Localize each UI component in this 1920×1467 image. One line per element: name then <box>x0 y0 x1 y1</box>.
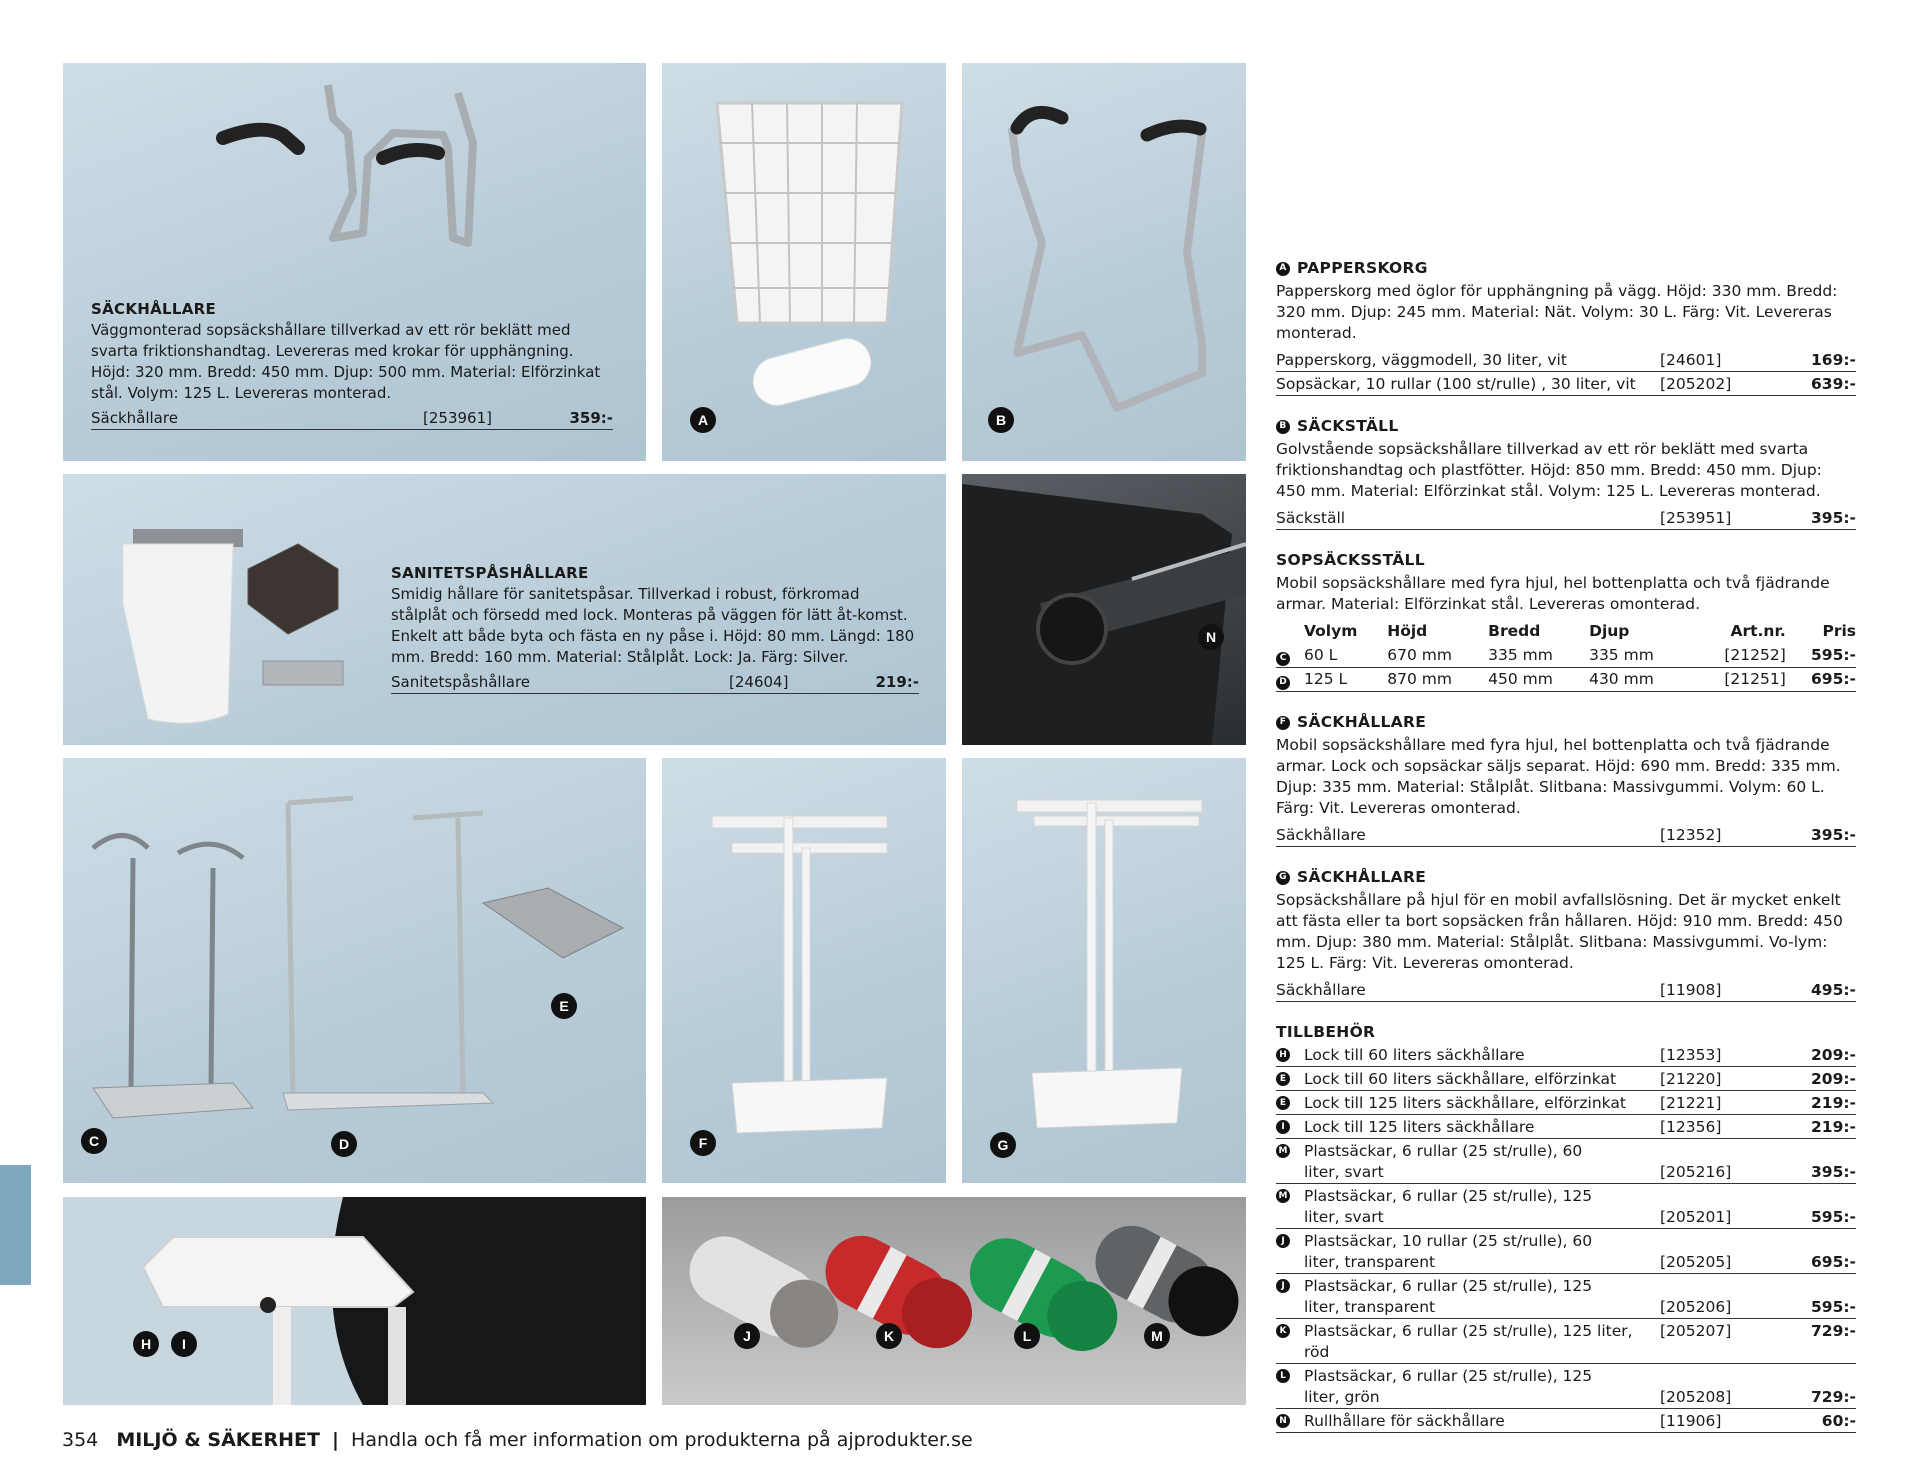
cell-djup: 335 mm <box>1589 644 1690 668</box>
product-name: Säckhållare <box>1276 981 1366 999</box>
list-item <box>1276 1043 1856 1067</box>
sackstall-title: SÄCKSTÄLL <box>1297 417 1399 435</box>
section-sackhallare-f <box>1276 712 1856 847</box>
panel-sanitet <box>63 474 946 745</box>
product-art: [205208] <box>1660 1388 1732 1406</box>
section-sopsackstall <box>1276 550 1856 692</box>
badge-n: N <box>1198 624 1224 650</box>
papperskorg-description: Papperskorg med öglor för upphängning på vägg. Höjd: 330 mm. Bredd: 320 mm. Djup: 245 mm. Material: Nät. Volym: 30 L. Färg: Vit. Levereras monterad. <box>1276 282 1838 342</box>
badge-i: I <box>171 1331 197 1357</box>
cell-artnr: [21251] <box>1690 668 1786 692</box>
product-art: [12356] <box>1660 1118 1722 1136</box>
product-art: [11906] <box>1660 1412 1722 1430</box>
letter-badge: G <box>1276 871 1290 885</box>
white-sack-holder-60-image <box>662 758 946 1183</box>
col-hojd: Höjd <box>1387 622 1428 640</box>
product-price: 729:- <box>1811 1322 1856 1340</box>
badge-d: D <box>331 1131 357 1157</box>
sanitet-product-row <box>391 672 919 694</box>
product-info-column <box>1276 258 1856 1453</box>
product-price: 209:- <box>1811 1046 1856 1064</box>
letter-badge: L <box>1276 1369 1290 1383</box>
product-name: Plastsäckar, 6 rullar (25 st/rulle), 60 liter, svart <box>1304 1142 1583 1181</box>
sackhallare-f-heading <box>1276 712 1856 733</box>
product-price: 595:- <box>1811 1298 1856 1316</box>
product-name: Lock till 125 liters säckhållare, elförzinkat <box>1304 1094 1626 1112</box>
cell-djup: 430 mm <box>1589 668 1690 692</box>
sackhallare-g-heading <box>1276 867 1856 888</box>
badge-h: H <box>133 1331 159 1357</box>
letter-badge: E <box>1276 1072 1290 1086</box>
product-name: Papperskorg, väggmodell, 30 liter, vit <box>1276 351 1567 369</box>
product-name: Säckhållare <box>1276 826 1366 844</box>
cell-hojd: 870 mm <box>1387 668 1488 692</box>
product-price: 395:- <box>1811 826 1856 844</box>
lid-image <box>63 1197 646 1405</box>
letter-badge: F <box>1276 716 1290 730</box>
list-item <box>1276 1091 1856 1115</box>
panel-plastsackar <box>662 1197 1246 1405</box>
list-item <box>1276 1229 1856 1274</box>
letter-badge: J <box>1276 1279 1290 1293</box>
product-art: [205202] <box>1660 375 1732 393</box>
table-row <box>1276 644 1856 668</box>
product-art: [253951] <box>1660 509 1732 527</box>
badge-a: A <box>690 407 716 433</box>
product-art: [21221] <box>1660 1094 1722 1112</box>
product-price: 395:- <box>1811 509 1856 527</box>
product-name: Sopsäckar, 10 rullar (100 st/rulle) , 30 liter, vit <box>1276 375 1636 393</box>
product-art: [205206] <box>1660 1298 1732 1316</box>
product-price: 395:- <box>1811 1163 1856 1181</box>
product-art: [11908] <box>1660 981 1722 999</box>
letter-badge: C <box>1276 652 1290 666</box>
bag-rolls-image <box>662 1197 1246 1405</box>
section-side-tab <box>0 1165 31 1285</box>
table-header-row <box>1276 619 1856 644</box>
product-price: 219:- <box>1811 1118 1856 1136</box>
panel-sackhallare-f <box>662 758 946 1183</box>
sopsackstall-description: Mobil sopsäckshållare med fyra hjul, hel bottenplatta och två fjädrande armar. Material: Elförzinkat stål. Levereras omonterad. <box>1276 574 1830 613</box>
wall-sackhallare-text <box>91 299 613 430</box>
product-name: Lock till 60 liters säckhållare, elförzinkat <box>1304 1070 1617 1088</box>
panel-wall-sackhallare <box>63 63 646 461</box>
product-name: Säckhållare <box>91 409 178 427</box>
list-item <box>1276 1274 1856 1319</box>
panel-papperskorg <box>662 63 946 461</box>
product-price: 359:- <box>569 409 613 427</box>
product-art: [205205] <box>1660 1253 1732 1271</box>
product-name: Plastsäckar, 10 rullar (25 st/rulle), 60 liter, transparent <box>1304 1232 1593 1271</box>
wall-sackhallare-title: SÄCKHÅLLARE <box>91 300 217 318</box>
list-item <box>1276 1184 1856 1229</box>
page-footer <box>62 1429 973 1451</box>
product-art: [24604] <box>729 673 789 691</box>
product-name: Plastsäckar, 6 rullar (25 st/rulle), 125 liter, svart <box>1304 1187 1593 1226</box>
letter-badge: E <box>1276 1096 1290 1110</box>
badge-m: M <box>1144 1323 1170 1349</box>
product-name: Plastsäckar, 6 rullar (25 st/rulle), 125 liter, transparent <box>1304 1277 1593 1316</box>
footer-link-text[interactable]: Handla och få mer information om produkterna på ajprodukter.se <box>351 1429 973 1451</box>
wall-sackhallare-description: Väggmonterad sopsäckshållare tillverkad av ett rör beklätt med svarta friktionshandtag. Levereras med krokar för upphängning. Höjd: 320 mm. Bredd: 450 mm. Djup: 500 mm. Material: Elförzinkat stål. Volym: 125 L. Levereras monterad. <box>91 321 601 402</box>
papperskorg-title: PAPPERSKORG <box>1297 259 1428 277</box>
product-price: 639:- <box>1811 375 1856 393</box>
sanitet-title: SANITETSPÅSHÅLLARE <box>391 564 589 582</box>
cell-artnr: [21252] <box>1690 644 1786 668</box>
table-row <box>1276 668 1856 692</box>
product-price: 209:- <box>1811 1070 1856 1088</box>
sackhallare-g-description: Sopsäckshållare på hjul för en mobil avfallslösning. Det är mycket enkelt att fästa eller ta bort sopsäcken från hållaren. Höjd: 910 mm. Bredd: 450 mm. Djup: 380 mm. Material: Stålplåt. Slitbana: Massivgummi. Vo-lym: 125 L. Färg: Vit. Levereras omonterad. <box>1276 891 1843 972</box>
letter-badge: B <box>1276 420 1290 434</box>
sackhallare-f-title: SÄCKHÅLLARE <box>1297 713 1427 731</box>
product-art: [24601] <box>1660 351 1722 369</box>
product-row <box>1276 978 1856 1002</box>
letter-badge: A <box>1276 262 1290 276</box>
cell-bredd: 450 mm <box>1488 668 1589 692</box>
panel-sackhallare-g <box>962 758 1246 1183</box>
tillbehor-title: TILLBEHÖR <box>1276 1023 1376 1041</box>
product-art: [12352] <box>1660 826 1722 844</box>
wall-sackhallare-product-row <box>91 408 613 430</box>
product-row <box>1276 372 1856 396</box>
product-price: 595:- <box>1811 1208 1856 1226</box>
section-sackhallare-g <box>1276 867 1856 1002</box>
product-price: 695:- <box>1811 1253 1856 1271</box>
volume-table <box>1276 619 1856 692</box>
product-name: Sanitetspåshållare <box>391 673 531 691</box>
list-item <box>1276 1115 1856 1139</box>
product-price: 729:- <box>1811 1388 1856 1406</box>
papperskorg-heading <box>1276 258 1856 279</box>
footer-separator: | <box>332 1429 339 1451</box>
badge-b: B <box>988 407 1014 433</box>
product-row <box>1276 823 1856 847</box>
product-price: 495:- <box>1811 981 1856 999</box>
section-papperskorg <box>1276 258 1856 396</box>
sopsackstall-title: SOPSÄCKSSTÄLL <box>1276 551 1425 569</box>
product-name: Säckställ <box>1276 509 1346 527</box>
product-art: [12353] <box>1660 1046 1722 1064</box>
col-bredd: Bredd <box>1488 622 1541 640</box>
sackhallare-f-description: Mobil sopsäckshållare med fyra hjul, hel bottenplatta och två fjädrande armar. Lock och sopsäckar säljs separat. Höjd: 690 mm. Bredd: 335 mm. Djup: 335 mm. Material: Stålplåt. Slitbana: Massivgummi. Volym: 60 L. Färg: Vit. Levereras omonterad. <box>1276 736 1841 817</box>
sopsackstall-heading <box>1276 550 1856 571</box>
sackstall-description: Golvstående sopsäckshållare tillverkad av ett rör beklätt med svarta friktionshandtag och plastfötter. Höjd: 850 mm. Bredd: 450 mm. Djup: 450 mm. Material: Elförzinkat stål. Volym: 125 L. Levereras monterad. <box>1276 440 1822 500</box>
white-sack-holder-125-image <box>962 758 1246 1183</box>
list-item <box>1276 1139 1856 1184</box>
badge-c: C <box>81 1128 107 1154</box>
letter-badge: I <box>1276 1120 1290 1134</box>
page-number: 354 <box>62 1429 99 1451</box>
section-tillbehor <box>1276 1022 1856 1433</box>
product-row <box>1276 348 1856 372</box>
product-price: 169:- <box>1811 351 1856 369</box>
cell-volym: 60 L <box>1304 644 1387 668</box>
cell-hojd: 670 mm <box>1387 644 1488 668</box>
badge-k: K <box>876 1323 902 1349</box>
col-artnr: Art.nr. <box>1730 622 1786 640</box>
product-art: [253961] <box>423 409 492 427</box>
sackhallare-g-title: SÄCKHÅLLARE <box>1297 868 1427 886</box>
panel-sopsackstall <box>63 758 646 1183</box>
product-name: Lock till 125 liters säckhållare <box>1304 1118 1535 1136</box>
product-row <box>1276 506 1856 530</box>
product-price: 219:- <box>1811 1094 1856 1112</box>
badge-g: G <box>990 1132 1016 1158</box>
cell-pris: 595:- <box>1786 644 1856 668</box>
badge-f: F <box>690 1130 716 1156</box>
badge-e: E <box>551 993 577 1019</box>
cell-bredd: 335 mm <box>1488 644 1589 668</box>
letter-badge: N <box>1276 1414 1290 1428</box>
letter-badge: D <box>1276 676 1290 690</box>
letter-badge: M <box>1276 1144 1290 1158</box>
sanitet-text <box>391 563 919 694</box>
tillbehor-heading <box>1276 1022 1856 1043</box>
col-pris: Pris <box>1822 622 1856 640</box>
badge-l: L <box>1014 1323 1040 1349</box>
letter-badge: K <box>1276 1324 1290 1338</box>
section-sackstall <box>1276 416 1856 530</box>
wire-basket-image <box>662 63 946 461</box>
list-item <box>1276 1364 1856 1409</box>
letter-badge: H <box>1276 1048 1290 1062</box>
list-item <box>1276 1319 1856 1364</box>
product-price: 219:- <box>875 673 919 691</box>
list-item <box>1276 1067 1856 1091</box>
product-art: [205207] <box>1660 1322 1732 1340</box>
mobile-sack-stands-image <box>63 758 646 1183</box>
cell-pris: 695:- <box>1786 668 1856 692</box>
letter-badge: J <box>1276 1234 1290 1248</box>
footer-section: MILJÖ & SÄKERHET <box>116 1429 320 1451</box>
product-price: 60:- <box>1821 1412 1856 1430</box>
product-name: Plastsäckar, 6 rullar (25 st/rulle), 125 liter, grön <box>1304 1367 1593 1406</box>
product-art: [21220] <box>1660 1070 1722 1088</box>
badge-j: J <box>734 1323 760 1349</box>
panel-sackstall <box>962 63 1246 461</box>
sanitet-description: Smidig hållare för sanitetspåsar. Tillverkad i robust, förkromad stålplåt och försedd med lock. Monteras på väggen för lätt åt-komst. Enkelt att både byta och fästa en ny påse i. Höjd: 80 mm. Längd: 180 mm. Bredd: 160 mm. Material: Stålplåt. Lock: Ja. Färg: Silver. <box>391 585 915 666</box>
floor-sack-stand-image <box>962 63 1246 461</box>
tillbehor-list <box>1276 1043 1856 1433</box>
product-art: [205201] <box>1660 1208 1732 1226</box>
col-volym: Volym <box>1304 622 1358 640</box>
cell-volym: 125 L <box>1304 668 1387 692</box>
product-name: Plastsäckar, 6 rullar (25 st/rulle), 125 liter, röd <box>1304 1322 1633 1361</box>
list-item <box>1276 1409 1856 1433</box>
sackstall-heading <box>1276 416 1856 437</box>
letter-badge: M <box>1276 1189 1290 1203</box>
panel-rullhallare <box>962 474 1246 745</box>
panel-lock <box>63 1197 646 1405</box>
product-art: [205216] <box>1660 1163 1732 1181</box>
product-name: Lock till 60 liters säckhållare <box>1304 1046 1525 1064</box>
product-name: Rullhållare för säckhållare <box>1304 1412 1505 1430</box>
col-djup: Djup <box>1589 622 1630 640</box>
roll-holder-image <box>962 474 1246 745</box>
